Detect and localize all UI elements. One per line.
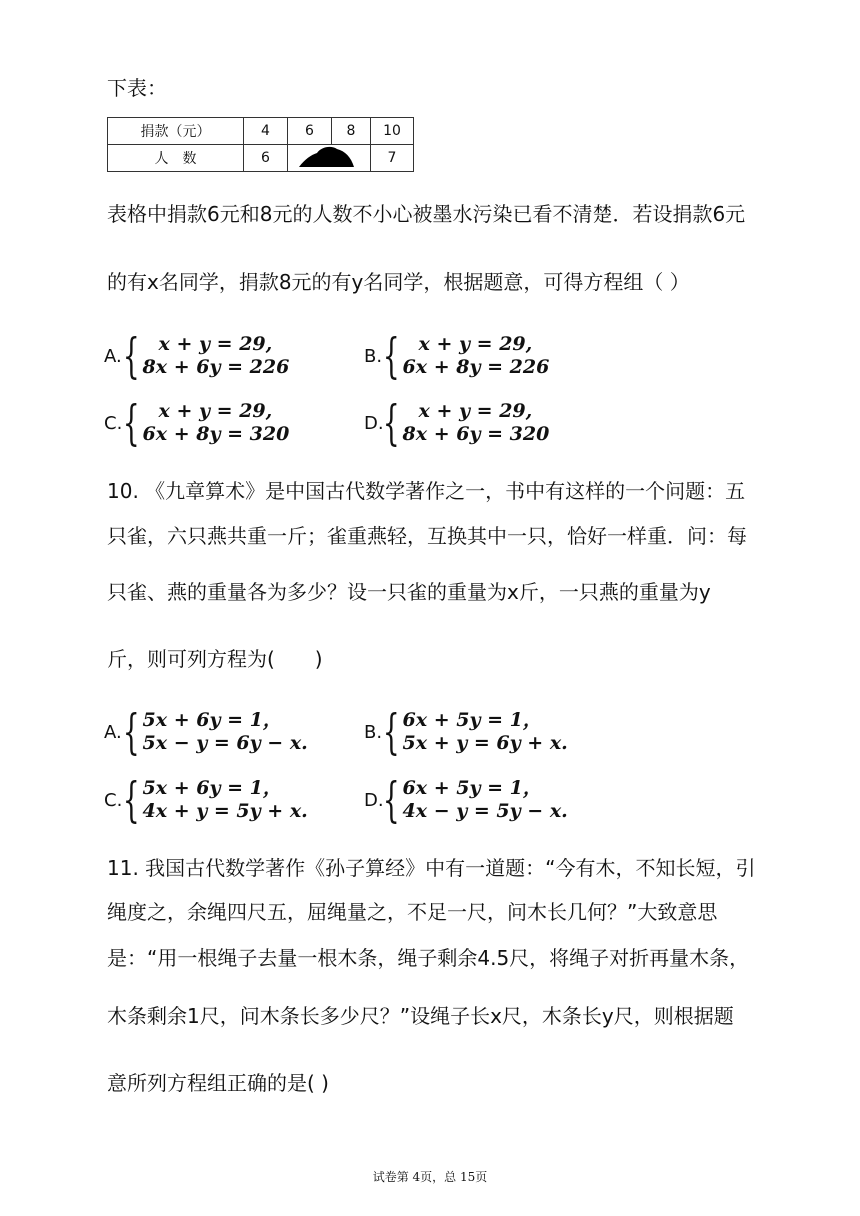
q9-option-c[interactable]: [104, 395, 290, 451]
equation: 6x + 8y = 226: [402, 356, 550, 378]
intro-text: 下表：: [107, 76, 167, 100]
option-label: D.: [364, 412, 384, 434]
q10-option-a[interactable]: [104, 704, 308, 760]
equation: 8x + 6y = 226: [142, 356, 290, 378]
q11-line5: 意所列方程组正确的是( ): [107, 1071, 329, 1095]
brace-icon: {: [382, 772, 400, 828]
q10-option-d[interactable]: [364, 772, 568, 828]
equation: 4x + y = 5y + x.: [142, 800, 308, 822]
equation: 5x + y = 6y + x.: [402, 732, 568, 754]
q11-line1: 11. 我国古代数学著作《孙子算经》中有一道题：“今有木，不知长短，引: [107, 856, 756, 880]
equation: 8x + 6y = 320: [402, 423, 550, 445]
brace-icon: {: [122, 328, 140, 384]
q10-option-b[interactable]: [364, 704, 568, 760]
table-row: [108, 118, 414, 145]
table-cell: 6: [288, 118, 332, 145]
q9-line1: 表格中捐款6元和8元的人数不小心被墨水污染已看不清楚．若设捐款6元: [107, 202, 746, 226]
q10-line2: 只雀，六只燕共重一斤；雀重燕轻，互换其中一只，恰好一样重．问：每: [107, 524, 747, 548]
option-label: B.: [364, 345, 383, 367]
equation: 5x − y = 6y − x.: [142, 732, 308, 754]
q11-line4: 木条剩余1尺，问木条长多少尺？”设绳子长x尺，木条长y尺，则根据题: [107, 1004, 734, 1028]
option-label: B.: [364, 721, 383, 743]
table-cell: 6: [244, 145, 288, 172]
equation: 6x + 5y = 1，: [402, 777, 542, 799]
brace-icon: {: [122, 395, 140, 451]
equation: x + y = 29,: [418, 333, 533, 355]
equation: 6x + 8y = 320: [142, 423, 290, 445]
brace-icon: {: [122, 772, 140, 828]
q10-line1: 10. 《九章算术》是中国古代数学著作之一，书中有这样的一个问题：五: [107, 479, 746, 503]
table-cell: 7: [371, 145, 414, 172]
brace-icon: {: [382, 704, 400, 760]
q9-option-d[interactable]: [364, 395, 550, 451]
brace-icon: {: [382, 328, 400, 384]
table-cell: 10: [371, 118, 414, 145]
q9-line2: 的有x名同学，捐款8元的有y名同学，根据题意，可得方程组（ ）: [107, 270, 690, 294]
option-label: C.: [104, 412, 123, 434]
q10-option-c[interactable]: [104, 772, 308, 828]
donation-table: [107, 117, 414, 172]
q11-line3: 是：“用一根绳子去量一根木条，绳子剩余4.5尺，将绳子对折再量木条，: [107, 946, 750, 970]
equation: x + y = 29,: [418, 400, 533, 422]
equation: x + y = 29,: [158, 400, 273, 422]
ink-blot-icon: [297, 145, 355, 169]
brace-icon: {: [122, 704, 140, 760]
q9-option-b[interactable]: [364, 328, 550, 384]
brace-icon: {: [382, 395, 400, 451]
equation: x + y = 29,: [158, 333, 273, 355]
q11-line2: 绳度之，余绳四尺五，屈绳量之，不足一尺，问木长几何？”大致意思: [107, 900, 718, 924]
option-label: D.: [364, 789, 384, 811]
q9-option-a[interactable]: [104, 328, 290, 384]
option-label: A.: [104, 345, 122, 367]
table-header-count: 人 数: [108, 145, 244, 172]
page-footer: 试卷第 4页，总 15页: [372, 1170, 488, 1184]
equation: 6x + 5y = 1，: [402, 709, 542, 731]
table-cell: 4: [244, 118, 288, 145]
equation: 5x + 6y = 1，: [142, 709, 282, 731]
option-label: C.: [104, 789, 123, 811]
table-cell: 8: [332, 118, 371, 145]
table-row: [108, 145, 414, 172]
table-header-amount: 捐款（元）: [108, 118, 244, 145]
q10-line3: 只雀、燕的重量各为多少？设一只雀的重量为x斤，一只燕的重量为y: [107, 580, 711, 604]
option-label: A.: [104, 721, 122, 743]
equation: 5x + 6y = 1，: [142, 777, 282, 799]
q10-line4: 斤，则可列方程为( ): [107, 647, 323, 671]
equation: 4x − y = 5y − x.: [402, 800, 568, 822]
